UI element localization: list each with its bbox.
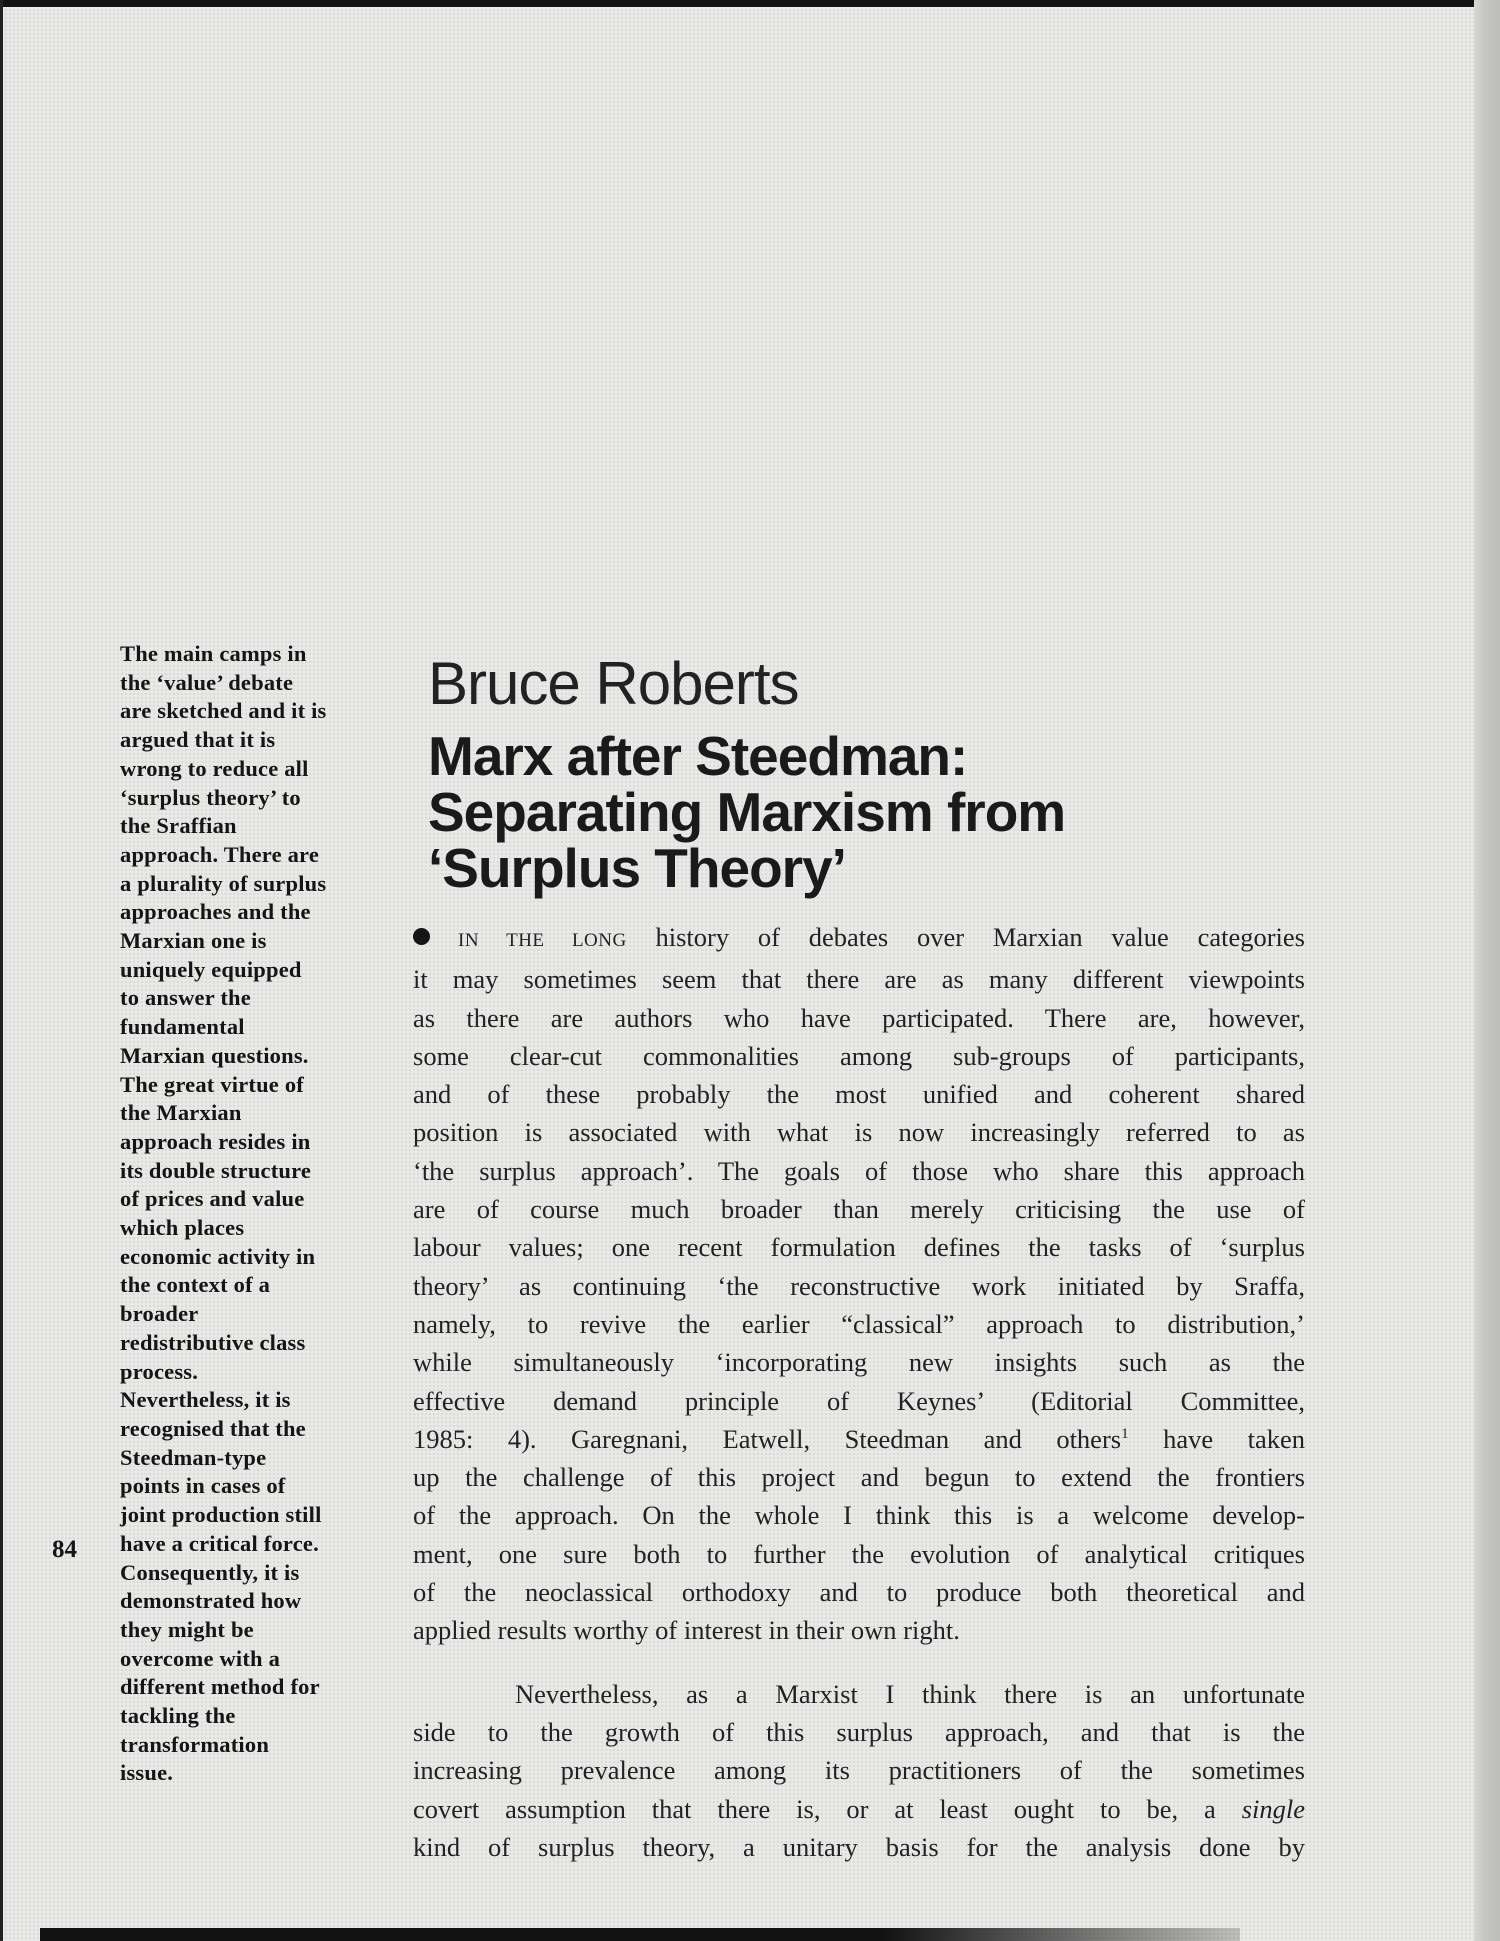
abstract-line: overcome with a (120, 1645, 281, 1671)
body-line: namely, to revive the earlier “classical” approach to distribution,’ (413, 1308, 1305, 1339)
abstract-line: issue. (120, 1760, 174, 1786)
body-line: position is associated with what is now increasingly referred to as (413, 1117, 1305, 1148)
body-line: it may sometimes seem that there are as many different viewpoints (413, 964, 1305, 995)
abstract-line: ‘surplus theory’ to (120, 784, 301, 810)
title-line: Separating Marxism from (428, 781, 1066, 843)
article-title (428, 725, 1066, 899)
body-line (413, 1420, 1305, 1458)
abstract-line: uniquely equipped (120, 956, 302, 982)
article-body (413, 918, 1305, 1866)
body-line: ment, one sure both to further the evolution of analytical critiques (413, 1538, 1305, 1569)
body-line: are of course much broader than merely criticising the use of (413, 1194, 1305, 1225)
abstract-line: joint production still (120, 1502, 322, 1528)
abstract-line: different method for (120, 1674, 320, 1700)
body-line: and of these probably the most unified and coherent shared (413, 1079, 1305, 1110)
body-text: history of debates over Marxian value categories (655, 922, 1305, 952)
body-line: applied results worthy of interest in their own right. (413, 1615, 960, 1646)
body-line: up the challenge of this project and begun to extend the frontiers (413, 1462, 1305, 1493)
abstract-line: Marxian one is (120, 928, 267, 954)
lead-small-caps: IN THE LONG (458, 930, 627, 951)
page-number: 84 (52, 1536, 77, 1563)
abstract-line: the ‘value’ debate (120, 669, 294, 695)
body-line: kind of surplus theory, a unitary basis for the analysis done by (413, 1831, 1305, 1862)
abstract-line: redistributive class (120, 1329, 306, 1355)
abstract-line: which places (120, 1215, 245, 1241)
abstract-line: approaches and the (120, 899, 311, 925)
emphasis: single (1241, 1793, 1305, 1824)
abstract-line: Steedman-type (120, 1444, 267, 1470)
author-name: Bruce Roberts (428, 650, 799, 717)
abstract-line: The main camps in (120, 641, 307, 666)
abstract-line: tackling the (120, 1703, 236, 1729)
abstract-line: to answer the (120, 985, 251, 1011)
abstract-line: Marxian questions. (120, 1042, 309, 1068)
body-line: theory’ as continuing ‘the reconstructive work initiated by Sraffa, (413, 1270, 1305, 1301)
abstract-line: wrong to reduce all (120, 755, 309, 781)
abstract-line: demonstrated how (120, 1588, 302, 1614)
abstract-sidebar (120, 640, 400, 1788)
body-line: effective demand principle of Keynes’ (Editorial Committee, (413, 1385, 1305, 1416)
abstract-line: approach resides in (120, 1128, 311, 1154)
abstract-line: transformation (120, 1731, 270, 1757)
body-line: of the neoclassical orthodoxy and to produce both theoretical and (413, 1577, 1305, 1608)
abstract-line: argued that it is (120, 727, 276, 753)
scan-edge-left (0, 0, 3, 1941)
body-line: some clear-cut commonalities among sub-groups of participants, (413, 1040, 1305, 1071)
scan-edge-top (0, 0, 1500, 7)
body-line (413, 1790, 1305, 1828)
abstract-line: the context of a (120, 1272, 271, 1298)
body-line: labour values; one recent formulation defines the tasks of ‘surplus (413, 1232, 1305, 1263)
body-line: as there are authors who have participated. There are, however, (413, 1002, 1305, 1033)
body-line: increasing prevalence among its practitioners of the sometimes (413, 1755, 1305, 1786)
abstract-line: a plurality of surplus (120, 870, 327, 896)
scan-edge-bottom (40, 1928, 1240, 1941)
body-line: of the approach. On the whole I think this is a welcome develop- (413, 1500, 1305, 1531)
bullet-icon (413, 928, 430, 945)
abstract-line: Consequently, it is (120, 1559, 300, 1585)
abstract-line: the Sraffian (120, 813, 237, 839)
abstract-line: its double structure (120, 1157, 312, 1183)
abstract-line: recognised that the (120, 1415, 306, 1441)
abstract-line: have a critical force. (120, 1530, 319, 1556)
abstract-line: approach. There are (120, 841, 320, 867)
abstract-line: broader (120, 1301, 199, 1327)
body-text: covert assumption that there is, or at least ought to be, a (413, 1793, 1242, 1824)
footnote-mark[interactable]: 1 (1121, 1426, 1129, 1443)
title-line: ‘Surplus Theory’ (428, 837, 846, 899)
body-text: have taken (1128, 1423, 1305, 1454)
abstract-line: are sketched and it is (120, 698, 327, 724)
body-line (413, 918, 1305, 960)
abstract-line: economic activity in (120, 1243, 316, 1269)
scan-edge-right (1474, 0, 1500, 1941)
abstract-line: Nevertheless, it is (120, 1387, 291, 1413)
abstract-line: fundamental (120, 1014, 245, 1040)
abstract-line: they might be (120, 1616, 254, 1642)
abstract-line: the Marxian (120, 1100, 242, 1126)
abstract-line: The great virtue of (120, 1071, 304, 1097)
body-line: ‘the surplus approach’. The goals of those who share this approach (413, 1155, 1305, 1186)
abstract-line: process. (120, 1358, 199, 1384)
body-text: 1985: 4). Garegnani, Eatwell, Steedman and others (413, 1423, 1122, 1454)
abstract-line: of prices and value (120, 1186, 305, 1212)
body-line: while simultaneously ‘incorporating new insights such as the (413, 1347, 1305, 1378)
abstract-line: points in cases of (120, 1473, 286, 1499)
body-line: side to the growth of this surplus approach, and that is the (413, 1716, 1305, 1747)
title-line: Marx after Steedman: (428, 725, 968, 787)
body-line: Nevertheless, as a Marxist I think there is an unfortunate (515, 1678, 1305, 1709)
